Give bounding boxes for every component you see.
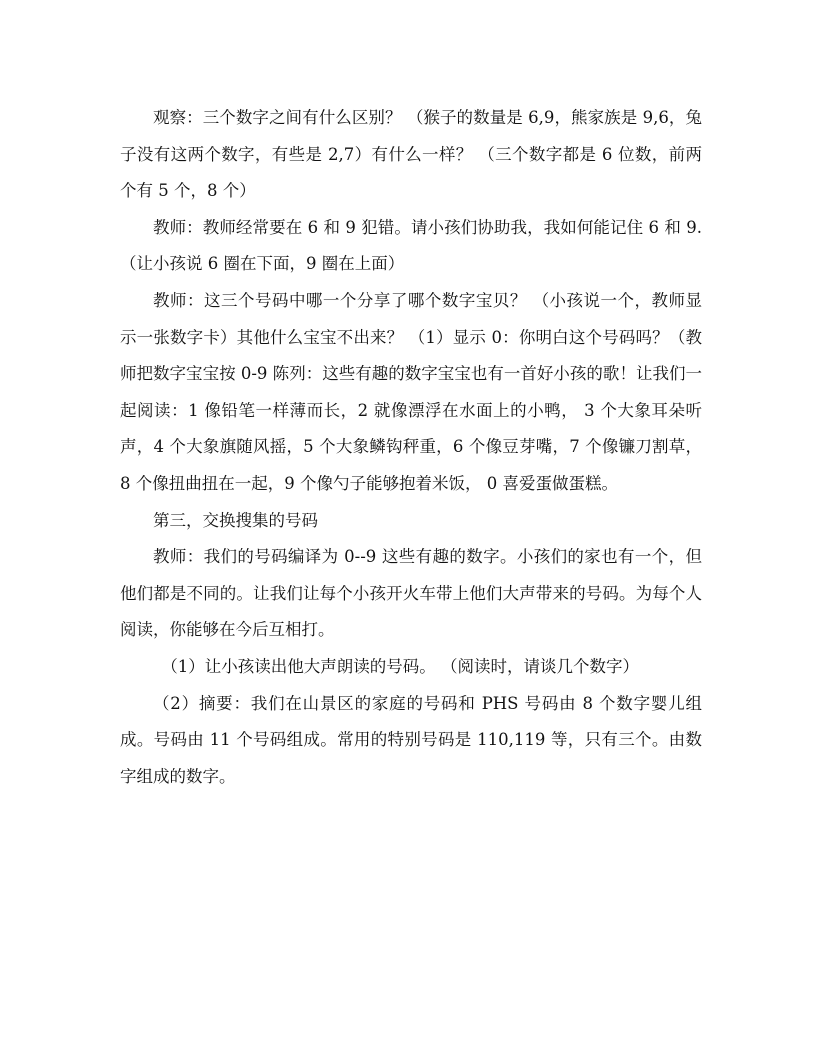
paragraph-step-1: （1）让小孩读出他大声朗读的号码。 （阅读时，请谈几个数字） <box>161 656 639 676</box>
paragraph-step-2-summary: （2）摘要：我们在山景区的家庭的号码和 PHS 号码由 8 个数字婴儿组成。号码由 11 个号码组成。常用的特别号码是 110,119 等，只有三个。由数字组成的数字。 <box>120 693 702 786</box>
paragraph-teacher-number-babies: 教师：这三个号码中哪一个分享了哪个数字宝贝？ （小孩说一个，教师显示一张数字卡）其他什么宝宝不出来？ （1）显示 0：你明白这个号码吗？（教师把数字宝宝按 0-9 陈列：这些有趣的数字宝宝也有一首好小孩的歌！让我们一起阅读：1 像铅笔一样薄而长，2 就像漂浮在水面上的小鸭， 3 个大象耳朵听声，4 个大象旗随风摇，5 个大象鳞钩秤重，6 个像豆芽嘴，7 个像镰刀割草，8 个像扭曲扭在一起，9 个像勺子能够抱着米饭， 0 喜爱蛋做蛋糕。 <box>120 290 702 493</box>
paragraph-observation: 观察：三个数字之间有什么区别？ （猴子的数量是 6,9，熊家族是 9,6，兔子没有这两个数字，有些是 2,7）有什么一样？ （三个数字都是 6 位数，前两个有 5 个，8 个） <box>120 108 702 201</box>
paragraph-teacher-number-compile: 教师：我们的号码编译为 0--9 这些有趣的数字。小孩们的家也有一个，但他们都是不同的。让我们让每个小孩开火车带上他们大声带来的号码。为每个人阅读，你能够在今后互相打。 <box>120 547 702 640</box>
paragraph-teacher-six-nine: 教师：教师经常要在 6 和 9 犯错。请小孩们协助我，我如何能记住 6 和 9.（让小孩说 6 圈在下面，9 圈在上面） <box>120 217 702 274</box>
section-heading-exchange-numbers: 第三，交换搜集的号码 <box>153 510 318 530</box>
document-page <box>120 100 702 795</box>
